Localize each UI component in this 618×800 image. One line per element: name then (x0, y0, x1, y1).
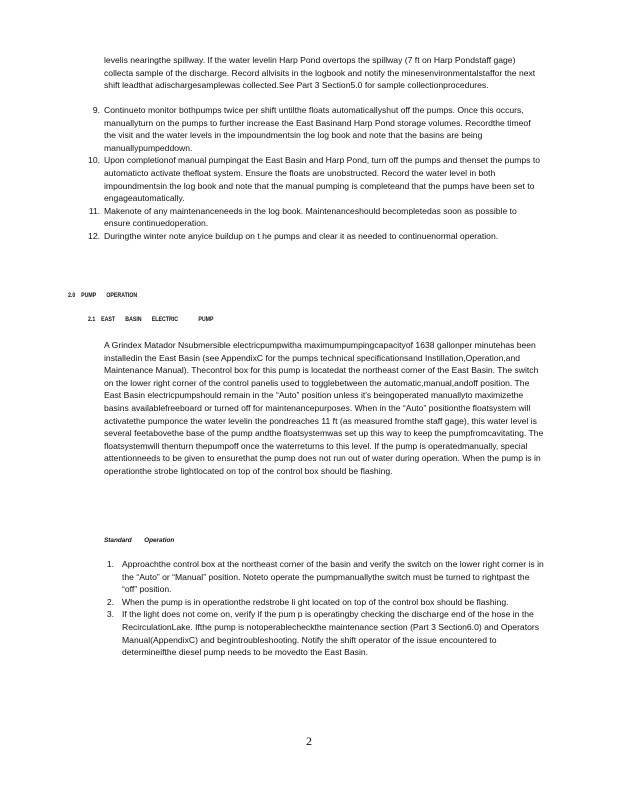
pump-description-paragraph: A Grindex Matador Nsubmersible electricpumpwitha maximumpumpingcapacityof 1638 gallonper minutehas been installedin the East Basin (see AppendixC for the pumps technical specificationsand Instillation,Operation,and Maintenance Manual). Thecontrol box for this pump is locatedat the northeast corner of the East Basin. The switch on the lower right corner of the control panelis used to togglebetween the automatic,manual,andoff position. The East Basin electricpumpshould remain in the “Auto” position unless it's beingoperated manuallyto maximizethe basins availablefreeboard or turned off for maintenancepurposes. When in the “Auto” positionthe floatsystem will activatethe pumponce the water levelin the pondreaches 11 ft (as measured fromthe staff gage), this water level is several feetabovethe base of the pump andthe floatsystemwas set up this way to keep the pumpfromcavitating. The floatsystemwill thenturn thepumpoff once the waterreturns to this level. If the pump is operatedmanually, special attentionneeds to be given to ensurethat the pump does not run out of water during operation. When the pump is in operationthe strobe lightlocated on top of the control box should be flashing. (104, 340, 544, 476)
list-item-text: Duringthe winter note anyice buildup on t he pumps and clear it as needed to continuenormal operation. (104, 230, 499, 241)
standard-operation-list (104, 558, 544, 659)
standard-operation-heading: Standard Operation (104, 537, 175, 544)
list-item (104, 596, 544, 609)
subsection-title: EAST BASIN ELECTRIC PUMP (101, 316, 214, 323)
list-item (104, 608, 544, 658)
list-item-text: When the pump is in operationthe redstrobe li ght located on top of the control box should be flashing. (122, 596, 509, 607)
list-item (82, 104, 544, 154)
page-number: 2 (306, 734, 312, 748)
list-item-text: Makenote of any maintenanceneeds in the log book. Maintenanceshould becompletedas soon as possible to ensure continuedoperation. (104, 205, 517, 229)
list-item-number: 11. (88, 205, 100, 216)
subsection-heading-2-1 (88, 316, 214, 323)
list-item-number: 2. (106, 596, 114, 607)
procedure-list-continued (82, 104, 544, 243)
list-item-text: Upon completionof manual pumpingat the East Basin and Harp Pond, turn off the pumps and thenset the pumps to automaticto activate thefloat system. Ensure the floats are unobstructed. Record the water level in both impoundmentsin the log book and note that the manual pumping is completeand that the pumps have been set to engageautomatically. (104, 155, 541, 204)
list-item (104, 558, 544, 596)
subsection-number: 2.1 (88, 316, 96, 323)
list-item-number: 12. (88, 230, 100, 241)
section-number: 2.0 (68, 292, 76, 299)
list-item-text: Continueto monitor bothpumps twice per shift untilthe floats automaticallyshut off the pumps. Once this occurs, manuallyturn on the pumps to further increase the East Basinand Harp Pond storage volumes. Recordthe timeof the visit and the water levels in the impoundmentsin the log book and note that the basins are being manuallypumpeddown. (104, 105, 531, 153)
section-heading-2 (68, 292, 137, 299)
list-item (82, 230, 544, 243)
list-item (82, 154, 544, 204)
list-item-text: If the light does not come on, verify if the pum p is operatingby checking the discharge end of the hose in the RecirculationLake. Ifthe pump is notoperablecheckthe maintenance section (Part 3 Section6.0) and Operators Manual(AppendixC) and begintroubleshooting. Notify the shift operator of the issue encountered to determineifthe diesel pump needs to be movedto the East Basin. (122, 609, 540, 658)
list-item-number: 10. (88, 155, 100, 166)
list-item-number: 1. (106, 559, 114, 569)
list-item-number: 3. (106, 609, 114, 620)
section-title: PUMP OPERATION (81, 292, 138, 299)
list-item-number: 9. (92, 105, 100, 115)
continuation-paragraph: levelis nearingthe spillway. If the water levelin Harp Pond overtops the spillway (7 ft on Harp Pondstaff gage) collecta sample of the discharge. Record allvisits in the logbook and notify the minesenvironmentalstaffor the next shift leadthat adischargesamplewas collected.See Part 3 Section5.0 for sample collectionprocedures. (104, 55, 536, 91)
list-item-text: Approachthe control box at the northeast corner of the basin and verify the switch on the lower right corner is in the “Auto” or “Manual” position. Noteto operate the pumpmanuallythe switch must be turned to rightpast the “off” position. (122, 559, 544, 595)
list-item (82, 205, 544, 230)
